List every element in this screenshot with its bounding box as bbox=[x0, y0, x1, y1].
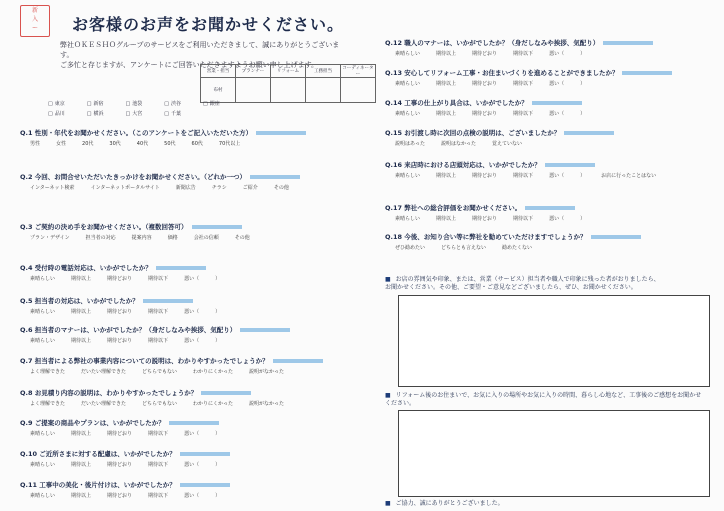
answer-option[interactable]: 素晴らしい bbox=[30, 309, 56, 315]
question-text: Q.12 職人のマナーは、いかがでしたか？（身だしなみや挨拶、気配り） bbox=[385, 39, 600, 47]
answer-option[interactable]: 50代 bbox=[164, 141, 176, 147]
answer-option[interactable]: お店に行ったことはない bbox=[601, 173, 657, 179]
answer-option[interactable]: ） bbox=[580, 173, 586, 179]
answer-option[interactable]: どちらでもない bbox=[142, 401, 177, 407]
answer-option[interactable]: ） bbox=[580, 81, 586, 87]
question-text: Q.13 安心してリフォーム工事・お住まいづくりを進めることができましたか？ bbox=[385, 69, 619, 77]
answer-options bbox=[30, 140, 256, 147]
answer-option[interactable]: その他 bbox=[234, 235, 250, 241]
answer-option[interactable]: 素晴らしい bbox=[395, 173, 421, 179]
highlight-bar bbox=[240, 328, 290, 332]
highlight-bar bbox=[156, 266, 206, 270]
answer-option[interactable]: 期待以下 bbox=[148, 493, 169, 499]
answer-option[interactable]: 担当者の対応 bbox=[85, 235, 116, 241]
question-label bbox=[385, 128, 614, 137]
highlight-bar bbox=[192, 225, 242, 229]
answer-option[interactable]: 悪い（ bbox=[184, 276, 200, 282]
staff-header: プランナー bbox=[236, 65, 271, 78]
answer-option[interactable]: 期待以下 bbox=[513, 81, 534, 87]
answer-option[interactable]: 新聞広告 bbox=[175, 185, 196, 191]
staff-signature: 布村 bbox=[201, 78, 236, 103]
highlight-bar bbox=[591, 235, 641, 239]
answer-options bbox=[395, 110, 601, 117]
highlight-bar bbox=[256, 131, 306, 135]
answer-options bbox=[395, 244, 548, 251]
stamp-line: 入 bbox=[31, 16, 38, 23]
branch-checkbox[interactable]: □ 銀座 bbox=[203, 100, 220, 107]
answer-options bbox=[30, 275, 236, 282]
answer-option[interactable]: 期待どおり bbox=[472, 111, 498, 117]
answer-options bbox=[30, 337, 236, 344]
staff-header: 工務担当 bbox=[306, 65, 341, 78]
answer-option[interactable]: 期待以下 bbox=[513, 51, 534, 57]
staff-cell bbox=[271, 78, 306, 103]
footer-thanks bbox=[385, 498, 504, 507]
question-label bbox=[20, 480, 230, 489]
branch-checkbox[interactable]: □ 新宿 bbox=[87, 100, 104, 107]
note1-line: お聞かせください。その他、ご要望・ご意見などございましたら、ぜひ、お聞かせください。 bbox=[385, 284, 637, 291]
question-label bbox=[20, 263, 206, 272]
answer-options bbox=[395, 172, 672, 179]
answer-option[interactable]: 期待以上 bbox=[71, 431, 92, 437]
answer-option[interactable]: 40代 bbox=[136, 141, 149, 147]
question-label bbox=[385, 68, 672, 77]
answer-option[interactable]: よく理解できた bbox=[30, 401, 66, 407]
answer-option[interactable]: 素晴らしい bbox=[30, 276, 56, 282]
branch-checkbox[interactable]: □ 千葉 bbox=[164, 110, 181, 117]
answer-options bbox=[395, 50, 601, 57]
answer-options bbox=[30, 308, 236, 315]
answer-option[interactable]: 期待以上 bbox=[71, 462, 92, 468]
answer-option[interactable]: わかりにくかった bbox=[192, 401, 233, 407]
staff-header: 営業・担当 bbox=[201, 65, 236, 78]
answer-option[interactable]: 70代以上 bbox=[218, 141, 241, 147]
answer-option[interactable]: 期待どおり bbox=[107, 309, 133, 315]
answer-option[interactable]: 期待どおり bbox=[107, 431, 133, 437]
answer-option[interactable]: 期待以下 bbox=[148, 276, 169, 282]
answer-option[interactable]: 期待以上 bbox=[71, 338, 92, 344]
intro-line: ご多忙と存じますが、アンケートにご回答いただきますようお願い申し上げます。 bbox=[60, 61, 319, 69]
answer-option[interactable]: 悪い（ bbox=[184, 462, 200, 468]
answer-option[interactable]: プラン・デザイン bbox=[30, 235, 70, 241]
answer-options bbox=[30, 400, 300, 407]
question-label bbox=[385, 160, 595, 169]
question-label bbox=[20, 296, 193, 305]
answer-option[interactable]: ご紹介 bbox=[242, 185, 258, 191]
branch-checkbox[interactable]: □ 横浜 bbox=[87, 110, 104, 117]
highlight-bar bbox=[532, 101, 582, 105]
question-text: Q.10 ご近所さまに対する配慮は、いかがでしたか？ bbox=[20, 450, 176, 458]
answer-option[interactable]: 説明がなかった bbox=[249, 369, 285, 375]
question-text: Q.7 担当者による弊社の事業内容についての説明は、わかりやすかったでしょうか？ bbox=[20, 357, 269, 365]
question-label bbox=[20, 128, 306, 137]
page-title: お客様のお声をお聞かせください。 bbox=[72, 15, 345, 34]
question-label bbox=[20, 172, 300, 181]
highlight-bar bbox=[180, 483, 230, 487]
question-text: Q.4 受付時の電話対応は、いかがでしたか？ bbox=[20, 264, 152, 272]
question-text: Q.15 お引渡し時に次回の点検の説明は、ございましたか？ bbox=[385, 129, 561, 137]
question-label bbox=[385, 203, 575, 212]
answer-option[interactable]: インターネット検索 bbox=[30, 185, 75, 191]
answer-option[interactable]: 悪い（ bbox=[184, 493, 200, 499]
answer-options bbox=[30, 430, 236, 437]
answer-option[interactable]: 悪い（ bbox=[184, 309, 200, 315]
question-text: Q.6 担当者のマナーは、いかがでしたか？（身だしなみや挨拶、気配り） bbox=[20, 326, 237, 334]
answer-option[interactable]: ） bbox=[215, 431, 221, 437]
answer-option[interactable]: 期待以下 bbox=[148, 309, 169, 315]
question-text: Q.11 工事中の美化・後片付けは、いかがでしたか？ bbox=[20, 481, 176, 489]
staff-header: リフォーム bbox=[271, 65, 306, 78]
question-text: Q.18 今後、お知り合い等に弊社を勧めていただけますでしょうか？ bbox=[385, 233, 587, 241]
answer-option[interactable]: 素晴らしい bbox=[30, 493, 56, 499]
answer-option[interactable]: 期待以上 bbox=[436, 111, 457, 117]
answer-option[interactable]: 悪い（ bbox=[549, 111, 565, 117]
answer-options bbox=[30, 368, 300, 375]
answer-option[interactable]: 素晴らしい bbox=[30, 431, 56, 437]
question-text: Q.1 性別・年代をお聞かせください。（このアンケートをご記入いただいた方） bbox=[20, 129, 253, 137]
answer-option[interactable]: 期待以上 bbox=[71, 276, 92, 282]
note1-textarea[interactable] bbox=[398, 295, 710, 387]
answer-option[interactable]: 提案内容 bbox=[131, 235, 152, 241]
highlight-bar bbox=[564, 131, 614, 135]
highlight-bar bbox=[169, 421, 219, 425]
answer-options bbox=[395, 215, 601, 222]
answer-option[interactable]: どちらでもない bbox=[142, 369, 177, 375]
answer-option[interactable]: 期待以下 bbox=[148, 431, 169, 437]
question-label bbox=[20, 325, 290, 334]
answer-option[interactable]: ） bbox=[215, 493, 221, 499]
note1-line: お店の雰囲気や印象、または、営業（サービス）担当者や職人で印象に残った者がおりましたら、 bbox=[395, 276, 660, 283]
branch-checkbox[interactable]: □ 東京 bbox=[48, 100, 65, 107]
answer-option[interactable]: 期待どおり bbox=[472, 216, 498, 222]
branch-checkbox[interactable]: □ 大宮 bbox=[126, 110, 143, 117]
answer-options bbox=[395, 80, 601, 87]
highlight-bar bbox=[603, 41, 653, 45]
highlight-bar bbox=[201, 391, 251, 395]
answer-option[interactable]: だいたい理解できた bbox=[81, 401, 127, 407]
answer-option[interactable]: ） bbox=[215, 462, 221, 468]
staff-table bbox=[200, 64, 376, 103]
answer-option[interactable]: 20代 bbox=[82, 141, 94, 147]
date-stamp bbox=[20, 5, 50, 37]
answer-option[interactable]: よく理解できた bbox=[30, 369, 66, 375]
answer-option[interactable]: 期待以上 bbox=[436, 216, 457, 222]
highlight-bar bbox=[525, 206, 575, 210]
answer-option[interactable]: 60代 bbox=[191, 141, 203, 147]
answer-option[interactable]: 素晴らしい bbox=[30, 338, 56, 344]
staff-cell bbox=[341, 78, 376, 103]
question-text: Q.8 お見積り内容の説明は、わかりやすかったでしょうか？ bbox=[20, 389, 198, 397]
answer-option[interactable]: 素晴らしい bbox=[395, 51, 421, 57]
intro-line: 弊社ＯＫＥＳＨＯグループのサービスをご利用いただきまして、誠にありがとうございます。 bbox=[60, 41, 340, 59]
answer-option[interactable]: ぜひ勧めたい bbox=[395, 245, 426, 251]
answer-option[interactable]: 期待以上 bbox=[71, 493, 92, 499]
answer-option[interactable]: 素晴らしい bbox=[395, 216, 421, 222]
highlight-bar bbox=[143, 299, 193, 303]
answer-option[interactable]: 期待どおり bbox=[472, 51, 498, 57]
answer-option[interactable]: ） bbox=[580, 111, 586, 117]
answer-option[interactable]: 期待以下 bbox=[148, 338, 169, 344]
answer-option[interactable]: 期待どおり bbox=[107, 338, 133, 344]
staff-cell bbox=[306, 78, 341, 103]
answer-option[interactable]: 悪い（ bbox=[549, 81, 565, 87]
answer-option[interactable]: 男性 bbox=[30, 141, 41, 147]
answer-options bbox=[30, 184, 305, 191]
answer-option[interactable]: どちらとも言えない bbox=[441, 245, 487, 251]
answer-option[interactable]: 悪い（ bbox=[549, 173, 565, 179]
answer-option[interactable]: 期待以下 bbox=[513, 216, 534, 222]
branch-checkbox[interactable]: □ 池袋 bbox=[126, 100, 143, 107]
highlight-bar bbox=[622, 71, 672, 75]
answer-option[interactable]: ） bbox=[215, 338, 221, 344]
note1-prompt bbox=[385, 276, 705, 292]
answer-option[interactable]: 価格 bbox=[167, 235, 178, 241]
question-text: Q.9 ご提案の商品やプランは、いかがでしたか？ bbox=[20, 419, 165, 427]
answer-option[interactable]: その他 bbox=[273, 185, 289, 191]
branch-checkboxes bbox=[48, 100, 220, 120]
answer-option[interactable]: 期待以下 bbox=[513, 111, 534, 117]
answer-option[interactable]: ） bbox=[215, 309, 221, 315]
note2-prompt bbox=[385, 392, 705, 408]
question-label bbox=[385, 98, 582, 107]
answer-option[interactable]: 期待どおり bbox=[472, 81, 498, 87]
question-label bbox=[385, 232, 641, 241]
answer-option[interactable]: ） bbox=[215, 276, 221, 282]
answer-option[interactable]: 悪い（ bbox=[184, 431, 200, 437]
answer-option[interactable]: 女性 bbox=[56, 141, 67, 147]
question-text: Q.17 弊社への総合評価をお聞かせください。 bbox=[385, 204, 522, 212]
answer-option[interactable]: 素晴らしい bbox=[30, 462, 56, 468]
answer-option[interactable]: 素晴らしい bbox=[395, 111, 421, 117]
staff-header: コーディネーター bbox=[342, 66, 374, 77]
branch-checkbox[interactable]: □ 品川 bbox=[48, 110, 65, 117]
answer-option[interactable]: 期待以上 bbox=[71, 309, 92, 315]
question-label bbox=[20, 356, 323, 365]
question-text: Q.5 担当者の対応は、いかがでしたか？ bbox=[20, 297, 139, 305]
question-label bbox=[20, 418, 219, 427]
answer-options bbox=[30, 234, 266, 241]
answer-option[interactable]: 悪い（ bbox=[184, 338, 200, 344]
answer-option[interactable]: 期待以下 bbox=[148, 462, 169, 468]
answer-option[interactable]: だいたい理解できた bbox=[81, 369, 127, 375]
question-text: Q.14 工事の仕上がり具合は、いかがでしたか？ bbox=[385, 99, 528, 107]
highlight-bar bbox=[250, 175, 300, 179]
note2-line: リフォーム後のお住まいで、お気に入りの場所やお気に入りの時間、暮らし心地など、工事後のご感想をお聞かせください。 bbox=[385, 392, 702, 407]
answer-option[interactable]: 30代 bbox=[109, 141, 121, 147]
answer-options bbox=[30, 492, 236, 499]
stamp-line: ー bbox=[31, 25, 38, 32]
answer-option[interactable]: 期待以上 bbox=[436, 51, 457, 57]
highlight-bar bbox=[545, 163, 595, 167]
answer-option[interactable]: 勧めたくない bbox=[502, 245, 533, 251]
answer-option[interactable]: 期待以下 bbox=[513, 173, 534, 179]
answer-option[interactable]: 覚えていない bbox=[491, 141, 522, 147]
answer-option[interactable]: ） bbox=[580, 216, 586, 222]
staff-cell bbox=[236, 78, 271, 103]
note2-textarea[interactable] bbox=[398, 410, 710, 497]
question-label bbox=[20, 388, 251, 397]
highlight-bar bbox=[273, 359, 323, 363]
answer-option[interactable]: 期待以上 bbox=[436, 173, 457, 179]
answer-option[interactable]: ） bbox=[580, 51, 586, 57]
answer-options bbox=[30, 461, 236, 468]
answer-option[interactable]: 悪い（ bbox=[549, 216, 565, 222]
highlight-bar bbox=[180, 452, 230, 456]
question-text: Q.16 来店時における店頭対応は、いかがでしたか？ bbox=[385, 161, 541, 169]
answer-option[interactable]: インターネットポータルサイト bbox=[90, 185, 160, 191]
answer-option[interactable]: わかりにくかった bbox=[192, 369, 233, 375]
stamp-line: 新 bbox=[31, 7, 38, 14]
answer-option[interactable]: 期待どおり bbox=[107, 276, 133, 282]
question-label bbox=[385, 38, 653, 47]
answer-option[interactable]: 期待どおり bbox=[107, 493, 133, 499]
answer-option[interactable]: チラシ bbox=[211, 185, 227, 191]
question-text: Q.3 ご契約の決め手をお聞かせください。（複数回答可） bbox=[20, 223, 188, 231]
answer-option[interactable]: 説明はあった bbox=[395, 141, 425, 147]
answer-option[interactable]: 会社の信頼 bbox=[193, 235, 219, 241]
question-label bbox=[20, 222, 242, 231]
question-label bbox=[20, 449, 230, 458]
answer-option[interactable]: 期待どおり bbox=[472, 173, 498, 179]
answer-option[interactable]: 素晴らしい bbox=[395, 81, 421, 87]
answer-option[interactable]: 説明がなかった bbox=[249, 401, 285, 407]
answer-option[interactable]: 説明はなかった bbox=[440, 141, 476, 147]
answer-option[interactable]: 期待どおり bbox=[107, 462, 133, 468]
branch-checkbox[interactable]: □ 渋谷 bbox=[164, 100, 181, 107]
answer-option[interactable]: 期待以上 bbox=[436, 81, 457, 87]
answer-options bbox=[395, 140, 538, 147]
question-text: Q.2 今回、お問合せいただいたきっかけをお聞かせください。（どれか一つ） bbox=[20, 173, 247, 181]
answer-option[interactable]: 悪い（ bbox=[549, 51, 565, 57]
footer-text: ご協力、誠にありがとうございました。 bbox=[395, 500, 504, 507]
